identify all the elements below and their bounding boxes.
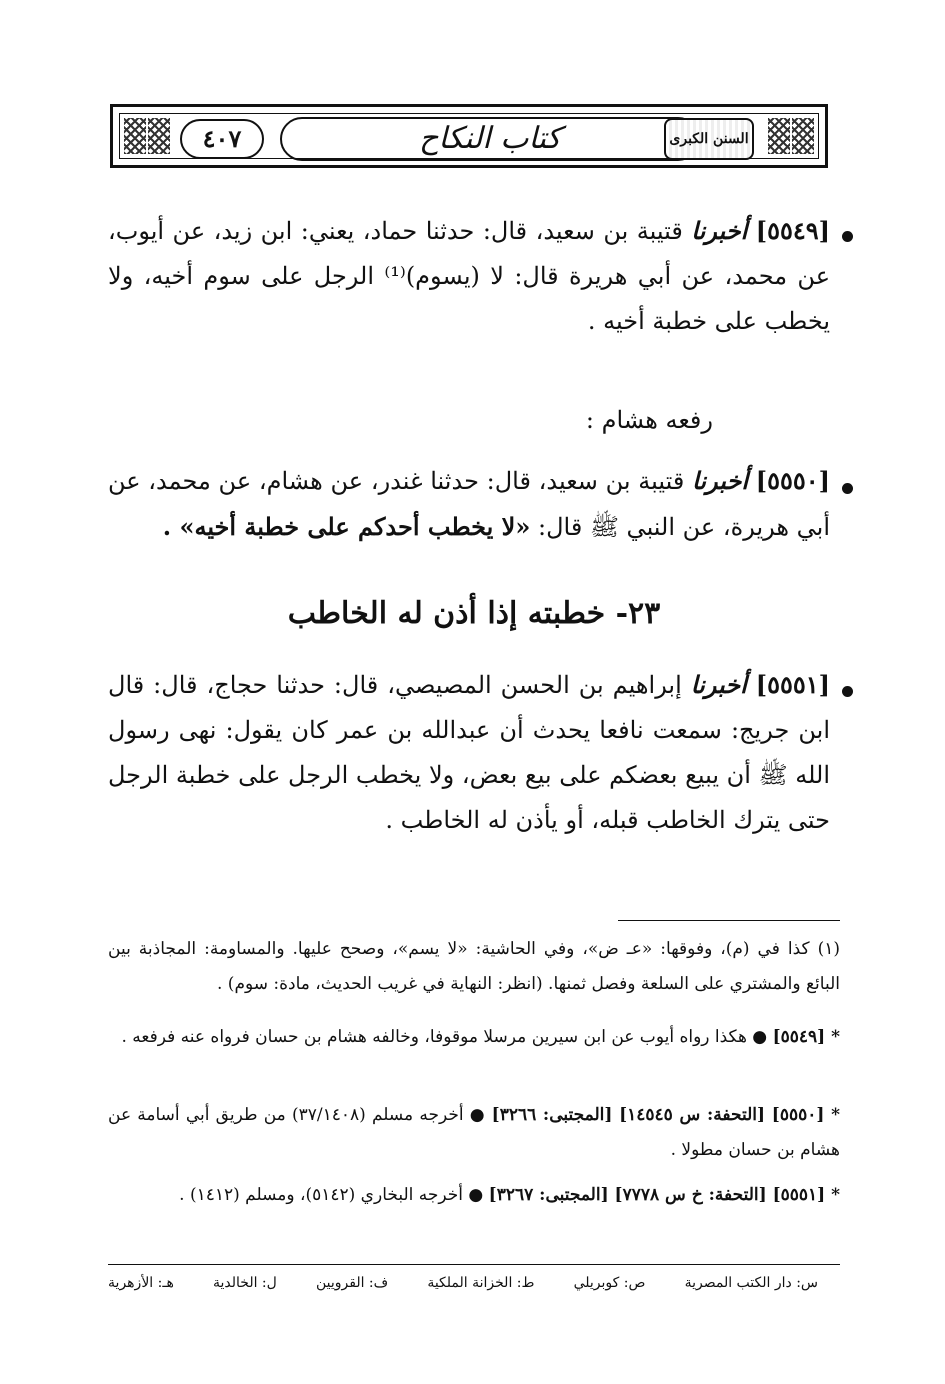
bullet-icon (842, 231, 853, 242)
legend-item: ص: كوبريلي (573, 1275, 646, 1291)
akhbarana-label: أخبرنا (692, 466, 748, 495)
footnote-5550 (108, 1098, 840, 1168)
footnote-ref: * [٥٥٥٠] [التحفة: س ١٤٥٤٥] [المجتبى: ٣٢٦٦] (491, 1105, 840, 1125)
footnote-1: (١) كذا في (م)، وفوقها: «عـ ض»، وفي الحاشية: «لا يسم»، وصحح عليها. والمساومة: المجاذبة بين البائع والمشتري على السلعة وفصل ثمنها. (انظر: النهاية في غريب الحديث، مادة: سوم) . (108, 939, 840, 994)
hadith-number: [٥٥٥١] (755, 670, 830, 699)
bullet-icon (842, 686, 853, 697)
ornament-icon (768, 118, 790, 154)
hadith-5551 (108, 662, 830, 843)
header-frame (119, 113, 819, 159)
footnote-text: ● أخرجه مسلم (٣٧/١٤٠٨) من طريق أبي أسامة عن هشام بن حسان مطولا . (108, 1105, 840, 1160)
ornament-icon (792, 118, 814, 154)
footnote-divider (618, 920, 840, 921)
hadith-5549 (108, 208, 830, 344)
hadith-text: قتيبة بن سعيد، قال: حدثنا حماد، يعني: ابن زيد، عن أيوب، عن محمد، عن أبي هريرة قال: لا (يسوم)⁽¹⁾ الرجل على سوم أخيه، ولا يخطب على خطبة أخيه . (108, 217, 831, 335)
footnote-ref: * [٥٥٤٩] (772, 1027, 840, 1047)
book-logo: السنن الكبرى (664, 118, 754, 160)
hadith-text: إبراهيم بن الحسن المصيصي، قال: حدثنا حجاج، قال: قال ابن جريج: سمعت نافعا يحدث أن عبدالله بن عمر كان يقول: نهى رسول الله ﷺ أن يبيع بعضكم على بيع بعض، ولا يخطب الرجل على خطبة الرجل حتى يترك الخاطب قبله، أو يأذن له الخاطب . (108, 671, 830, 834)
legend-divider (108, 1264, 840, 1265)
legend-item: س: دار الكتب المصرية (684, 1275, 818, 1291)
footnote-ref: * [٥٥٥١] [التحفة: خ س ٧٧٧٨] [المجتبى: ٣٢٦٧] (488, 1185, 840, 1205)
legend-item: ف: القرويين (315, 1275, 389, 1291)
ornament-icon (124, 118, 146, 154)
hadith-5550 (108, 458, 830, 550)
page-header (110, 104, 828, 168)
prophetic-quote: «لا يخطب أحدكم على خطبة أخيه» . (162, 512, 531, 541)
footnote-text: ● أخرجه البخاري (٥١٤٢)، ومسلم (١٤١٢) . (179, 1185, 484, 1205)
rafaahu-note: رفعه هشام : (585, 406, 713, 434)
footnote-5551 (108, 1178, 840, 1213)
akhbarana-label: أخبرنا (691, 216, 748, 245)
page-number: ٤٠٧ (180, 119, 264, 159)
bullet-icon (842, 483, 853, 494)
hadith-number: [٥٥٤٩] (755, 216, 830, 245)
book-title: كتاب النكاح (280, 117, 700, 161)
legend-item: ل: الخالدية (213, 1275, 277, 1291)
chapter-heading: ٢٣- خطبته إذا أذن له الخاطب (287, 596, 661, 631)
legend-item: هـ: الأزهرية (108, 1275, 174, 1291)
hadith-text: قتيبة بن سعيد، قال: حدثنا غندر، عن هشام، عن محمد، عن أبي هريرة، عن النبي ﷺ قال: (108, 467, 830, 541)
akhbarana-label: أخبرنا (690, 670, 747, 699)
manuscript-legend (108, 1272, 818, 1294)
footnote-text: ● هكذا رواه أيوب عن ابن سيرين مرسلا موقوفا، وخالفه هشام بن حسان فرواه عنه فرفعه . (121, 1027, 768, 1047)
legend-item: ط: الخزانة الملكية (427, 1275, 535, 1291)
footnote-5549 (108, 1020, 840, 1055)
hadith-number: [٥٥٥٠] (755, 466, 830, 495)
ornament-icon (148, 118, 170, 154)
